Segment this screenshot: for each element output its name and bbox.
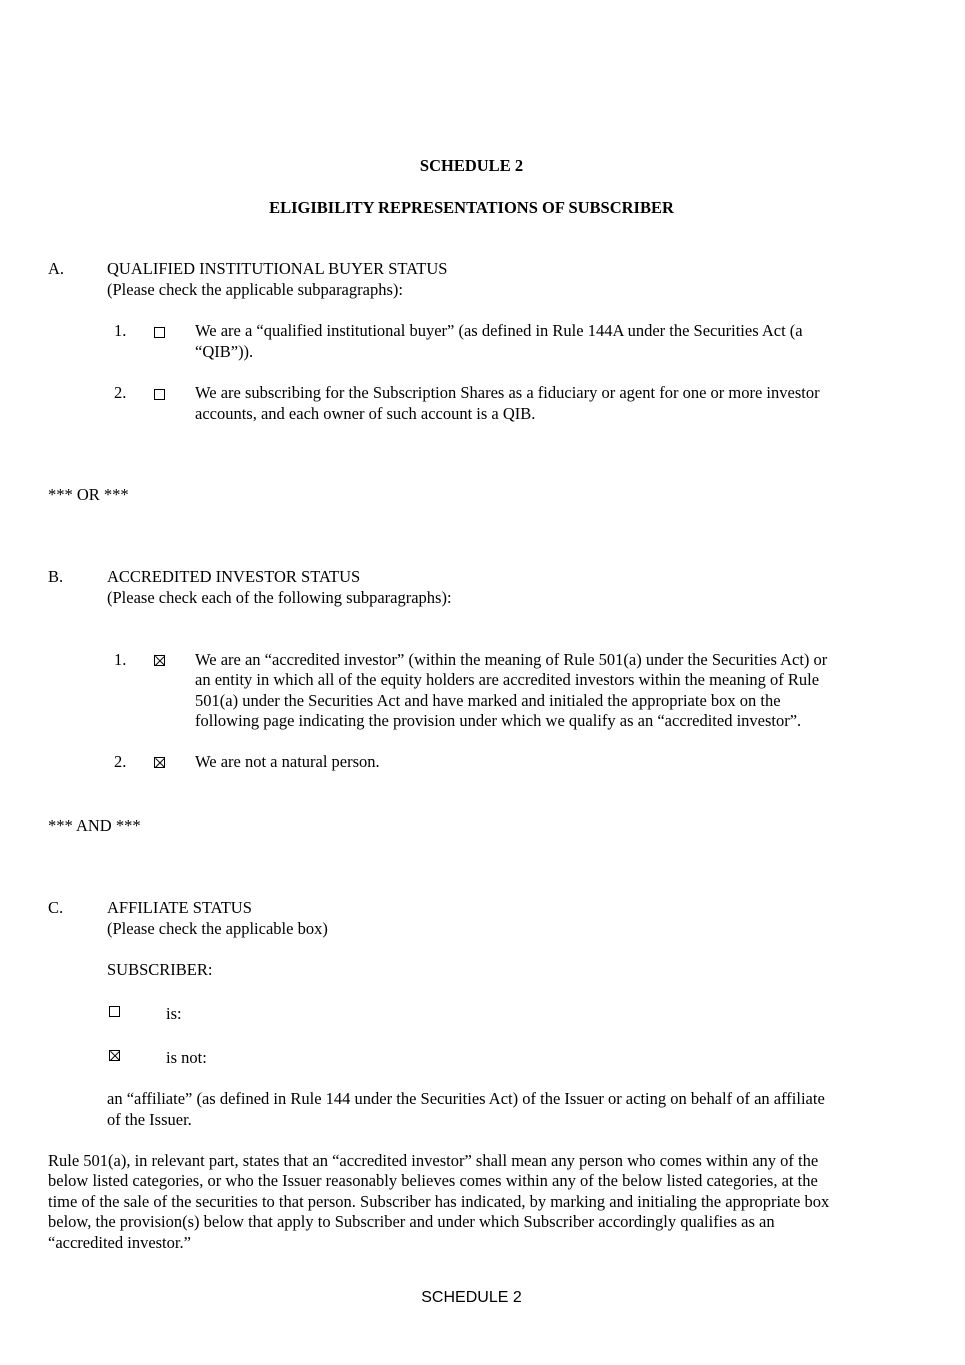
section-c-letter: C.: [48, 898, 64, 917]
option-is-label: is:: [166, 1004, 182, 1023]
item-b1-text-line2: an entity in which all of the equity holders are accredited investors within the meaning of Rule: [195, 670, 820, 689]
and-separator: *** AND ***: [48, 816, 141, 835]
checkbox-affiliate-is[interactable]: [109, 1006, 120, 1017]
item-a2-text-line2: accounts, and each owner of such account is a QIB.: [195, 404, 536, 423]
option-is-not-label: is not:: [166, 1048, 207, 1067]
item-a1-number: 1.: [114, 321, 127, 340]
rule-paragraph-line2: below listed categories, or who the Issuer reasonably believes comes within any of the below listed categories, at the: [48, 1171, 818, 1190]
rule-paragraph-line5: “accredited investor.”: [48, 1233, 191, 1252]
checkbox-not-natural-person[interactable]: [154, 757, 165, 768]
section-c-instruction: (Please check the applicable box): [107, 919, 328, 938]
checkbox-qib[interactable]: [154, 327, 165, 338]
item-b1-text-line3: 501(a) under the Securities Act and have marked and initialed the appropriate box on the: [195, 691, 781, 710]
section-a-instruction: (Please check the applicable subparagraphs):: [107, 280, 403, 299]
item-b1-text-line4: following page indicating the provision under which we qualify as an “accredited investor”.: [195, 711, 802, 730]
item-b1-text-line1: We are an “accredited investor” (within the meaning of Rule 501(a) under the Securities Act) or: [195, 650, 828, 669]
affiliate-definition-line1: an “affiliate” (as defined in Rule 144 under the Securities Act) of the Issuer or acting on behalf of an affiliate: [107, 1089, 825, 1108]
checkbox-fiduciary-qib[interactable]: [154, 389, 165, 400]
page-title: SCHEDULE 2: [419, 156, 524, 175]
affiliate-definition-line2: of the Issuer.: [107, 1110, 192, 1129]
section-a-heading: QUALIFIED INSTITUTIONAL BUYER STATUS: [107, 259, 448, 278]
section-a-letter: A.: [48, 259, 65, 278]
item-b2-number: 2.: [114, 752, 127, 771]
rule-paragraph-line1: Rule 501(a), in relevant part, states that an “accredited investor” shall mean any person who comes within any of the: [48, 1151, 819, 1170]
item-a1-text-line1: We are a “qualified institutional buyer” (as defined in Rule 144A under the Securities Act (a: [195, 321, 803, 340]
subscriber-label: SUBSCRIBER:: [107, 960, 213, 979]
section-c-heading: AFFILIATE STATUS: [107, 898, 252, 917]
checkbox-accredited-investor[interactable]: [154, 655, 165, 666]
item-a2-number: 2.: [114, 383, 127, 402]
or-separator: *** OR ***: [48, 485, 129, 504]
item-b1-number: 1.: [114, 650, 127, 669]
item-b2-text: We are not a natural person.: [195, 752, 380, 771]
item-a1-text-line2: “QIB”)).: [195, 342, 254, 361]
page-subtitle: ELIGIBILITY REPRESENTATIONS OF SUBSCRIBER: [269, 198, 674, 217]
checkbox-affiliate-is-not[interactable]: [109, 1050, 120, 1061]
page-footer: SCHEDULE 2: [421, 1289, 522, 1306]
section-b-heading: ACCREDITED INVESTOR STATUS: [107, 567, 361, 586]
item-a2-text-line1: We are subscribing for the Subscription Shares as a fiduciary or agent for one or more investor: [195, 383, 820, 402]
rule-paragraph-line3: time of the sale of the securities to that person. Subscriber has indicated, by marking and initialing the appropriate box: [48, 1192, 830, 1211]
rule-paragraph-line4: below, the provision(s) below that apply to Subscriber and under which Subscriber accordingly qualifies as an: [48, 1212, 775, 1231]
section-b-letter: B.: [48, 567, 64, 586]
section-b-instruction: (Please check each of the following subparagraphs):: [107, 588, 452, 607]
